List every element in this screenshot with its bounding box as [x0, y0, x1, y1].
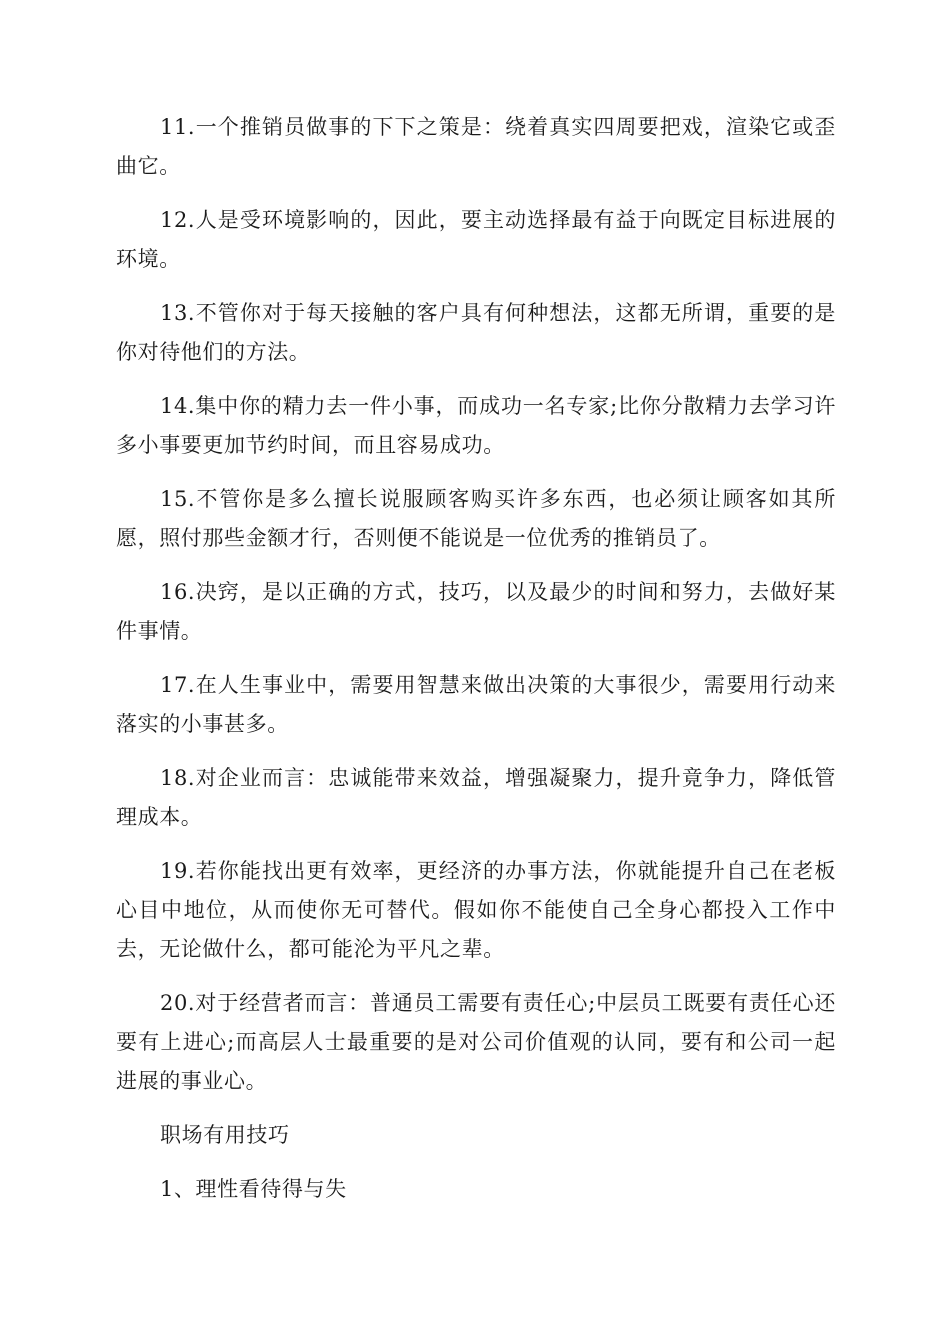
section-heading: 职场有用技巧 — [160, 1123, 290, 1147]
paragraph-13: 13.不管你对于每天接触的客户具有何种想法，这都无所谓，重要的是你对待他们的方法。 — [116, 301, 836, 364]
paragraph-11: 11.一个推销员做事的下下之策是：绕着真实四周要把戏，渲染它或歪曲它。 — [116, 115, 836, 178]
paragraph-12: 12.人是受环境影响的，因此，要主动选择最有益于向既定目标进展的环境。 — [116, 208, 836, 271]
paragraph-19: 19.若你能找出更有效率，更经济的办事方法，你就能提升自己在老板心目中地位，从而使你无可替代。假如你不能使自己全身心都投入工作中去，无论做什么，都可能沦为平凡之辈。 — [116, 859, 836, 961]
paragraph-14: 14.集中你的精力去一件小事，而成功一名专家;比你分散精力去学习许多小事要更加节约时间，而且容易成功。 — [116, 394, 836, 457]
paragraph-15: 15.不管你是多么擅长说服顾客购买许多东西，也必须让顾客如其所愿，照付那些金额才行，否则便不能说是一位优秀的推销员了。 — [116, 487, 836, 550]
paragraph-17: 17.在人生事业中，需要用智慧来做出决策的大事很少，需要用行动来落实的小事甚多。 — [116, 673, 836, 736]
paragraph-18: 18.对企业而言：忠诚能带来效益，增强凝聚力，提升竟争力，降低管理成本。 — [116, 766, 836, 829]
subheading: 1、理性看待得与失 — [160, 1177, 347, 1201]
paragraph-16: 16.决窍，是以正确的方式，技巧，以及最少的时间和努力，去做好某件事情。 — [116, 580, 836, 643]
document-page — [116, 108, 836, 1224]
paragraph-20: 20.对于经营者而言：普通员工需要有责任心;中层员工既要有责任心还要有上进心;而高层人士最重要的是对公司价值观的认同，要有和公司一起进展的事业心。 — [116, 991, 836, 1093]
